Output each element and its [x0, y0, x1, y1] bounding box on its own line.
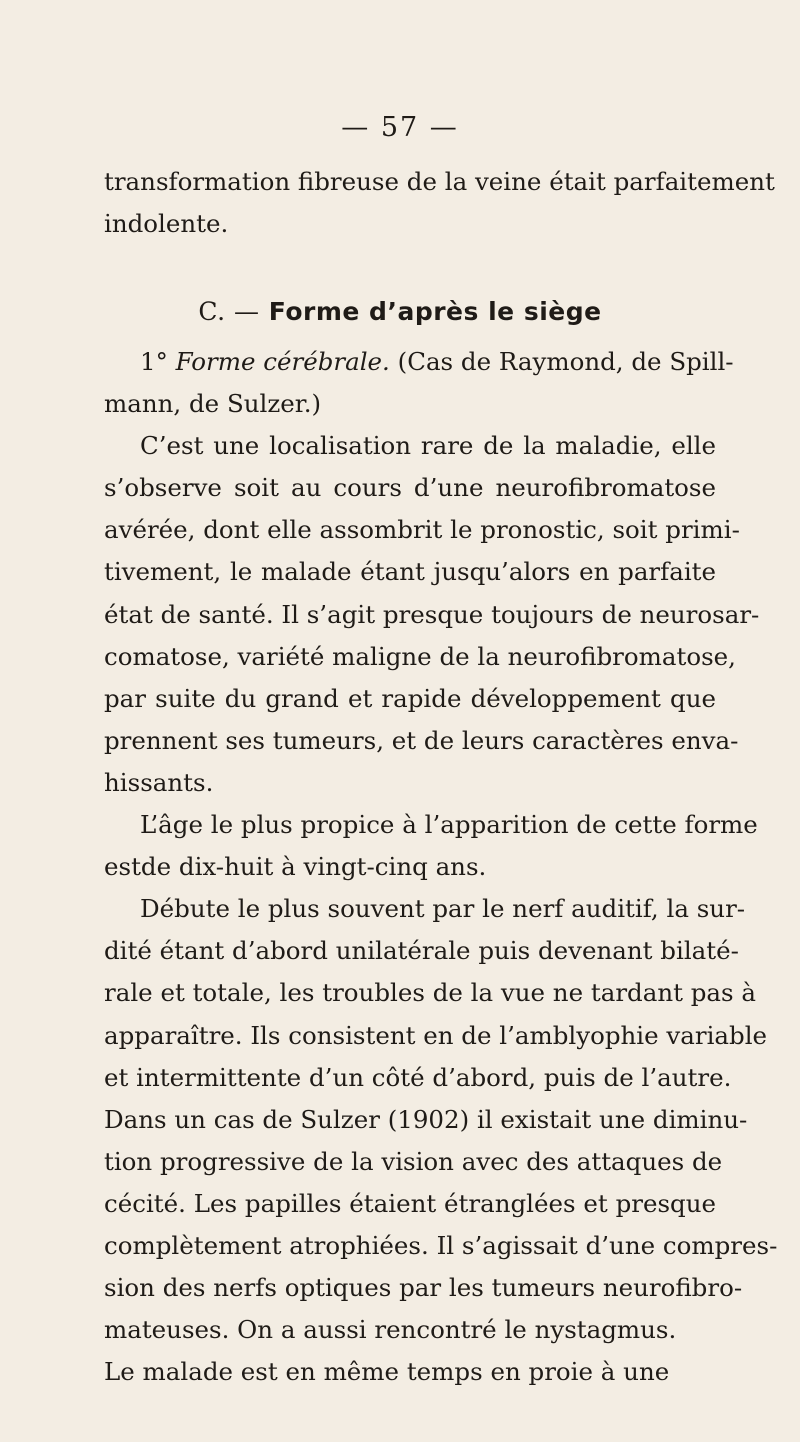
page-number: — 57 — — [341, 112, 459, 143]
text-line: apparaître. Ils consistent en de l’amblyophie variable — [104, 1020, 768, 1050]
text-line: comatose, variété maligne de la neurofibromatose, — [104, 641, 736, 671]
section-heading-prefix: C. — — [198, 297, 260, 326]
text-line: Débute le plus souvent par le nerf auditif, la sur- — [140, 894, 746, 924]
section-heading-title: Forme d’après le siège — [268, 297, 602, 326]
text-line: mann, de Sulzer.) — [104, 389, 322, 418]
text-line: état de santé. Il s’agit presque toujours de neurosar- — [104, 599, 760, 629]
text-line: complètement atrophiées. Il s’agissait d’une compres- — [104, 1231, 778, 1260]
text-line: mateuses. On a aussi rencontré le nystagmus. — [104, 1315, 677, 1345]
text-line: hissants. — [104, 767, 214, 797]
text-line: L’âge le plus propice à l’apparition de cette forme — [140, 810, 758, 839]
text-line: tion progressive de la vision avec des attaques de — [104, 1146, 723, 1176]
text-line: rale et totale, les troubles de la vue ne tardant pas à — [104, 978, 756, 1008]
text-line: indolente. — [104, 209, 229, 238]
text-line: s’observe soit au cours d’une neurofibromatose — [104, 473, 716, 503]
text-line: transformation fibreuse de la veine était parfaitement — [104, 167, 775, 196]
text-line: Dans un cas de Sulzer (1902) il existait une diminu- — [104, 1104, 748, 1134]
text-line: dité étant d’abord unilatérale puis devenant bilaté- — [104, 936, 739, 966]
text-line: estde dix-huit à vingt-cinq ans. — [104, 852, 487, 882]
subsection-line — [140, 343, 734, 381]
text-line: par suite du grand et rapide développement que — [104, 683, 716, 713]
subsection-rest: (Cas de Raymond, de Spill- — [397, 347, 734, 376]
text-line: tivement, le malade étant jusqu’alors en parfaite — [104, 557, 716, 587]
text-line: Le malade est en même temps en proie à une — [104, 1357, 670, 1387]
text-line: et intermittente d’un côté d’abord, puis de l’autre. — [104, 1062, 732, 1092]
text-line: C’est une localisation rare de la maladie, elle — [140, 431, 716, 461]
subsection-number: 1° — [140, 347, 168, 376]
text-line: prennent ses tumeurs, et de leurs caractères enva- — [104, 725, 739, 755]
subsection-title: Forme cérébrale. — [175, 347, 390, 376]
section-heading — [0, 297, 800, 326]
text-line: avérée, dont elle assombrit le pronostic, soit primi- — [104, 515, 740, 545]
text-line: cécité. Les papilles étaient étranglées et presque — [104, 1188, 716, 1218]
text-line: sion des nerfs optiques par les tumeurs neurofibro- — [104, 1273, 743, 1303]
